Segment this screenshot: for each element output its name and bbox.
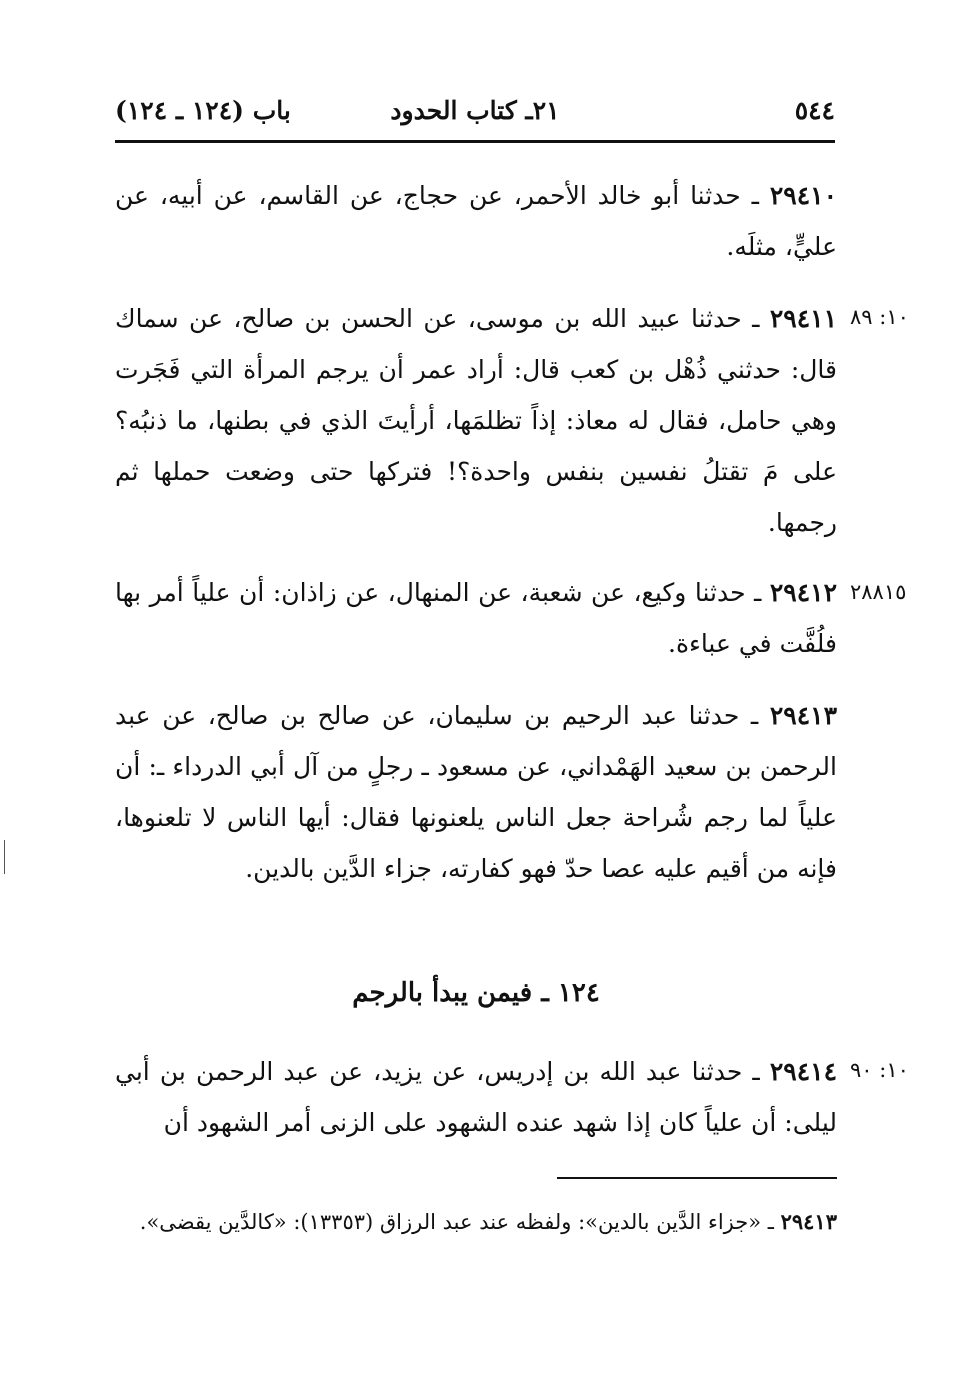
hadith-number: ٢٩٤١٢ xyxy=(769,578,837,607)
margin-reference: ١٠: ٨٩ xyxy=(850,305,909,329)
hadith-paragraph xyxy=(115,1046,837,1148)
footnote-number: ٢٩٤١٣ xyxy=(780,1209,837,1234)
hadith-text: ـ حدثنا عبيد الله بن موسى، عن الحسن بن صالح، عن سماك قال: حدثني ذُهْل بن كعب قال: أراد عمر أن يرجم المرأة التي فَجَرت وهي حامل، فقال له معاذ: إذاً تظلمَها، أرأيتَ الذي في بطنها، ما ذنبُه؟ على مَ تقتلُ نفسين بنفس واحدة؟! فتركها حتى وضعت حملها ثم رجمها. xyxy=(115,304,837,537)
margin-reference: ٢٨٨١٥ xyxy=(850,580,907,604)
scan-mark xyxy=(4,840,5,874)
hadith-paragraph xyxy=(115,293,837,548)
hadith-number: ٢٩٤١٣ xyxy=(769,701,837,730)
footnote xyxy=(115,1200,837,1244)
chapter-range: باب (١٢٤ ـ ١٢٤) xyxy=(115,96,291,125)
section-title: ١٢٤ ـ فيمن يبدأ بالرجم xyxy=(352,978,600,1008)
hadith-text: ـ حدثنا عبد الله بن إدريس، عن يزيد، عن عبد الرحمن بن أبي ليلى: أن علياً كان إذا شهد عنده الشهود على الزنى أمر الشهود أن xyxy=(115,1057,837,1137)
hadith-number: ٢٩٤١٤ xyxy=(769,1057,837,1086)
footnote-text: ـ «جزاء الدَّين بالدين»: ولفظه عند عبد الرزاق (١٣٣٥٣): «كالدَّين يقضى». xyxy=(139,1210,781,1234)
footnote-rule xyxy=(557,1177,837,1179)
page-header xyxy=(115,92,835,136)
hadith-paragraph xyxy=(115,567,837,669)
header-rule xyxy=(115,140,835,143)
hadith-text: ـ حدثنا عبد الرحيم بن سليمان، عن صالح بن صالح، عن عبد الرحمن بن سعيد الهَمْداني، عن مسعود ـ رجلٍ من آل أبي الدرداء ـ: أن علياً لما رجم شُراحة جعل الناس يلعنونها فقال: أيها الناس لا تلعنوها، فإنه من أقيم عليه عصا حدّ فهو كفارته، جزاء الدَّين بالدين. xyxy=(115,701,837,883)
hadith-paragraph xyxy=(115,170,837,272)
hadith-number: ٢٩٤١٠ xyxy=(769,181,837,210)
hadith-text: ـ حدثنا أبو خالد الأحمر، عن حجاج، عن القاسم، عن أبيه، عن عليٍّ، مثلَه. xyxy=(115,181,837,261)
book-title: ٢١ـ كتاب الحدود xyxy=(390,96,560,125)
margin-reference: ١٠: ٩٠ xyxy=(850,1058,909,1082)
hadith-paragraph xyxy=(115,690,837,894)
hadith-text: ـ حدثنا وكيع، عن شعبة، عن المنهال، عن زاذان: أن علياً أمر بها فلُفَّت في عباءة. xyxy=(115,578,837,658)
hadith-number: ٢٩٤١١ xyxy=(769,304,837,333)
page-number: ٥٤٤ xyxy=(794,96,835,125)
